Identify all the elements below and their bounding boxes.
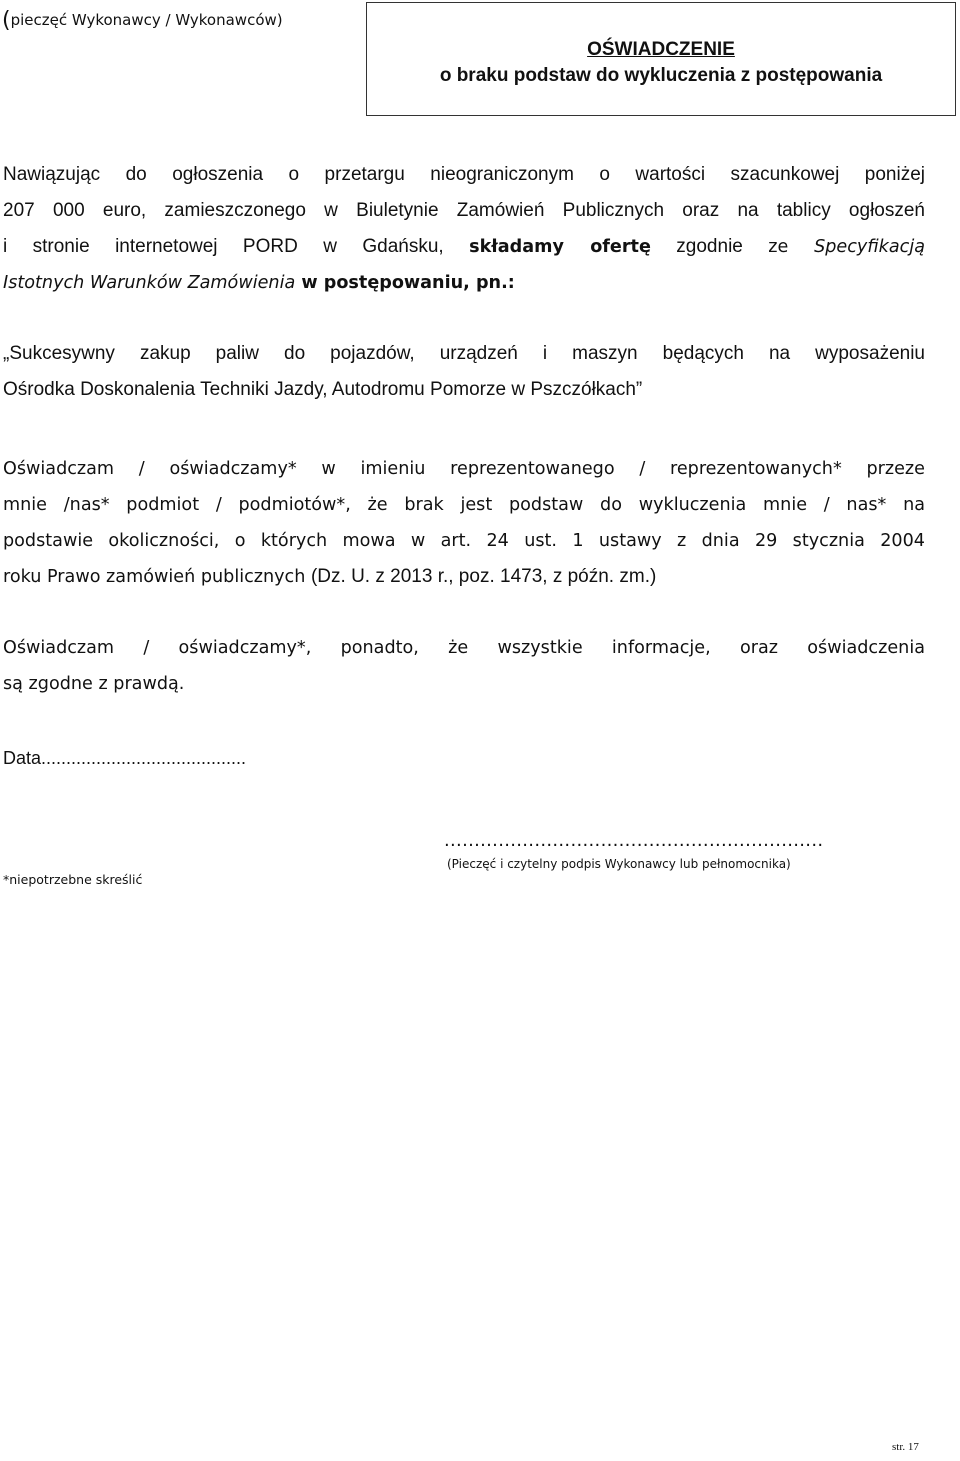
signature-caption: (Pieczęć i czytelny podpis Wykonawcy lub pełnomocnika) bbox=[447, 857, 791, 871]
stamp-open-paren: ( bbox=[2, 8, 11, 33]
declaration2-line: są zgodne z prawdą. bbox=[3, 674, 185, 694]
declaration-line: podstawie okoliczności, o których mowa w art. 24 ust. 1 ustawy z dnia 29 stycznia 2004 bbox=[3, 531, 925, 551]
page-number: str. 17 bbox=[892, 1441, 919, 1453]
document-title: OŚWIADCZENIE bbox=[587, 39, 735, 60]
intro-text: ze bbox=[768, 237, 815, 257]
legal-reference: (Dz. U. z 2013 r., poz. 1473, z późn. zm.) bbox=[310, 566, 657, 587]
intro-italic-text: Istotnych Warunków Zamówienia bbox=[3, 273, 296, 293]
declaration-line: mnie /nas* podmiot / podmiotów*, że brak jest podstaw do wykluczenia mnie / nas* na bbox=[3, 495, 925, 515]
subject-line: „Sukcesywny zakup paliw do pojazdów, urządzeń i maszyn będących na wyposażeniu bbox=[3, 343, 925, 364]
footnote: *niepotrzebne skreślić bbox=[3, 872, 143, 887]
stamp-label bbox=[2, 8, 283, 33]
intro-bold-text: w postępowaniu, pn.: bbox=[295, 273, 515, 293]
intro-bold-text: składamy ofertę bbox=[469, 237, 651, 257]
intro-italic-text: Specyfikacją bbox=[814, 237, 925, 257]
title-box bbox=[366, 2, 956, 116]
declaration2-line: Oświadczam / oświadczamy*, ponadto, że wszystkie informacje, oraz oświadczenia bbox=[3, 638, 925, 658]
document-subtitle: o braku podstaw do wykluczenia z postępowania bbox=[439, 65, 883, 86]
intro-paragraph bbox=[3, 157, 925, 301]
declaration2-paragraph bbox=[3, 630, 925, 702]
subject-line: Ośrodka Doskonalenia Techniki Jazdy, Autodromu Pomorze w Pszczółkach” bbox=[3, 379, 643, 400]
declaration-paragraph bbox=[3, 451, 925, 595]
signature-line: ............................................................... bbox=[444, 830, 824, 851]
intro-text: i stronie internetowej PORD w Gdańsku, bbox=[3, 236, 470, 257]
intro-line: 207 000 euro, zamieszczonego w Biuletynie Zamówień Publicznych oraz na tablicy ogłoszeń bbox=[3, 200, 925, 221]
stamp-label-text: pieczęć Wykonawcy / Wykonawców) bbox=[10, 11, 283, 29]
intro-line: Nawiązując do ogłoszenia o przetargu nieograniczonym o wartości szacunkowej poniżej bbox=[3, 164, 925, 185]
declaration-line bbox=[3, 559, 925, 595]
declaration-line: Oświadczam / oświadczamy* w imieniu reprezentowanego / reprezentowanych* przeze bbox=[3, 459, 925, 479]
declaration-text: roku Prawo zamówień publicznych bbox=[3, 567, 311, 587]
date-field: Data......................................... bbox=[3, 748, 247, 768]
intro-line bbox=[3, 229, 925, 265]
intro-line bbox=[3, 265, 925, 301]
subject-paragraph bbox=[3, 336, 925, 408]
intro-text: zgodnie bbox=[650, 236, 769, 257]
